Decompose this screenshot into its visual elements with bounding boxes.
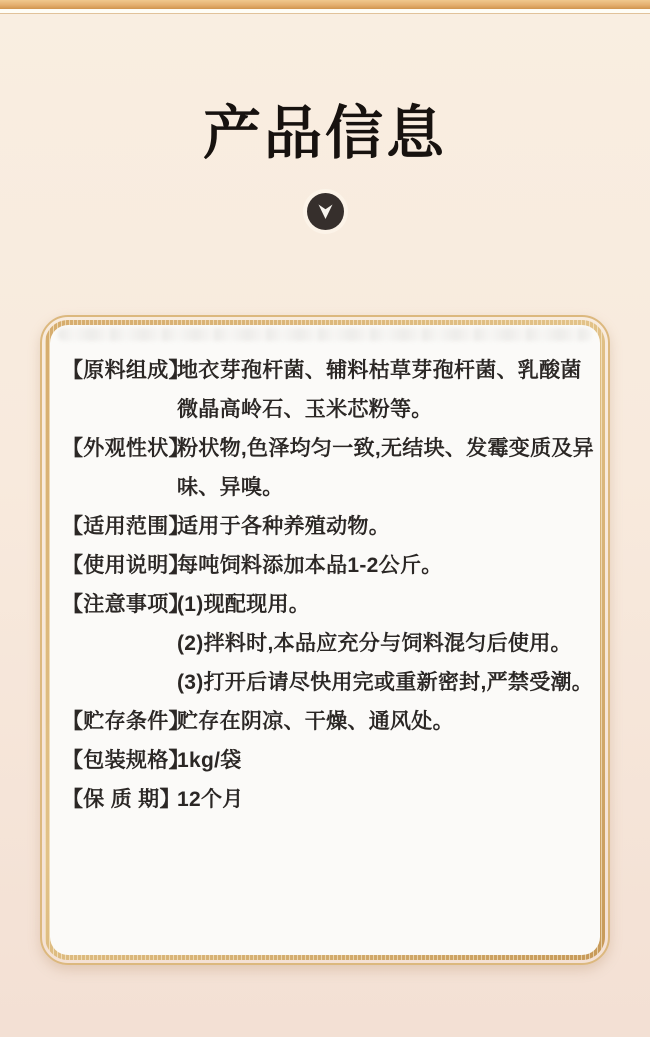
spec-value — [177, 351, 588, 429]
card-body — [50, 325, 600, 955]
spec-label: 【贮存条件】 — [62, 710, 190, 733]
spec-row — [62, 546, 588, 585]
spec-row — [62, 741, 588, 780]
spec-line: 粉状物,色泽均匀一致,无结块、发霉变质及异 — [177, 437, 594, 460]
spec-value — [177, 780, 588, 819]
spec-label: 【注意事项】 — [62, 593, 190, 616]
watermark-texture — [58, 328, 592, 341]
spec-value — [177, 702, 588, 741]
card-gold-frame — [45, 320, 605, 960]
spec-value — [177, 741, 588, 780]
spec-row — [62, 780, 588, 819]
spec-value — [177, 507, 588, 546]
spec-line: 1kg/袋 — [177, 749, 242, 772]
spec-value — [177, 546, 588, 585]
spec-row — [62, 507, 588, 546]
spec-value — [177, 429, 594, 507]
spec-label: 【保 质 期】 — [62, 788, 181, 811]
spec-row — [62, 585, 594, 702]
top-gold-band — [0, 0, 650, 9]
spec-line: (3)打开后请尽快用完或重新密封,严禁受潮。 — [177, 671, 594, 694]
spec-list — [62, 351, 594, 819]
product-info-card — [40, 315, 610, 965]
spec-row — [62, 429, 594, 507]
scroll-down-indicator — [0, 193, 650, 230]
spec-label: 【使用说明】 — [62, 554, 190, 577]
spec-line: 味、异嗅。 — [177, 476, 284, 499]
spec-value — [177, 585, 594, 702]
spec-line: 微晶高岭石、玉米芯粉等。 — [177, 398, 433, 421]
spec-row — [62, 351, 588, 429]
spec-line: 每吨饲料添加本品1-2公斤。 — [177, 554, 443, 577]
spec-line: 贮存在阴凉、干燥、通风处。 — [177, 710, 454, 733]
top-band-gold-rule — [0, 13, 650, 14]
spec-label: 【外观性状】 — [62, 437, 190, 460]
spec-label: 【原料组成】 — [62, 359, 190, 382]
down-arrow-icon — [307, 193, 344, 230]
spec-line: (2)拌料时,本品应充分与饲料混匀后使用。 — [177, 632, 572, 655]
spec-line: 地衣芽孢杆菌、辅料枯草芽孢杆菌、乳酸菌 — [177, 359, 582, 382]
spec-row — [62, 702, 588, 741]
spec-label: 【适用范围】 — [62, 515, 190, 538]
page-title: 产品信息 — [202, 101, 447, 166]
spec-line: (1)现配现用。 — [177, 593, 311, 616]
spec-label: 【包装规格】 — [62, 749, 190, 772]
spec-line: 12个月 — [177, 788, 244, 811]
spec-line: 适用于各种养殖动物。 — [177, 515, 390, 538]
